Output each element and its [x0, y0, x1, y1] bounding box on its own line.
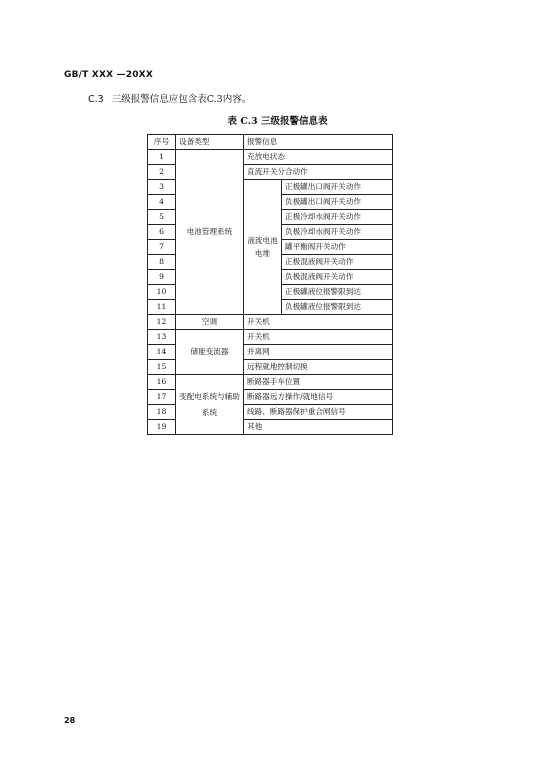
section-paragraph	[88, 91, 251, 105]
alarm-info: 开关机	[244, 315, 393, 330]
row-number: 2	[148, 165, 176, 180]
alarm-info: 负极冷却水阀开关动作	[282, 225, 393, 240]
table-row	[148, 330, 393, 345]
alarm-info: 直流开关分合动作	[244, 165, 393, 180]
row-number: 9	[148, 270, 176, 285]
alarm-info: 罐平衡阀开关动作	[282, 240, 393, 255]
document-code: GB/T XXX —20XX	[64, 70, 153, 80]
alarm-info: 负极罐液位报警限到达	[282, 300, 393, 315]
alarm-info: 负极罐出口阀开关动作	[282, 195, 393, 210]
row-number: 10	[148, 285, 176, 300]
alarm-info: 远程就地控制切换	[244, 360, 393, 375]
table-row	[148, 150, 393, 165]
alarm-info: 其他	[244, 420, 393, 435]
row-number: 18	[148, 405, 176, 420]
row-number: 16	[148, 375, 176, 390]
table-row	[148, 315, 393, 330]
header-device-type: 设备类型	[176, 135, 244, 150]
row-number: 13	[148, 330, 176, 345]
row-number: 14	[148, 345, 176, 360]
alarm-info: 负极混液阀开关动作	[282, 270, 393, 285]
header-alarm-info: 报警信息	[244, 135, 393, 150]
table-header-row	[148, 135, 393, 150]
alarm-info: 正极冷却水阀开关动作	[282, 210, 393, 225]
alarm-info: 并离网	[244, 345, 393, 360]
section-text: 三级报警信息应包含表C.3内容。	[111, 94, 252, 105]
row-number: 8	[148, 255, 176, 270]
row-number: 17	[148, 390, 176, 405]
row-number: 4	[148, 195, 176, 210]
alarm-table	[147, 134, 393, 435]
row-number: 19	[148, 420, 176, 435]
row-number: 3	[148, 180, 176, 195]
group-air-conditioner: 空调	[176, 315, 244, 330]
alarm-info: 断路器远方操作/就地信号	[244, 390, 393, 405]
group-pcs: 储能变流器	[176, 330, 244, 375]
page-number: 28	[64, 716, 76, 725]
row-number: 12	[148, 315, 176, 330]
group-flow-battery-stack: 液流电池电堆	[244, 180, 282, 315]
group-battery-management: 电池管理系统	[176, 150, 244, 315]
alarm-info: 正极混液阀开关动作	[282, 255, 393, 270]
header-no: 序号	[148, 135, 176, 150]
row-number: 11	[148, 300, 176, 315]
group-substation-auxiliary: 变配电系统与辅助系统	[176, 375, 244, 435]
row-number: 5	[148, 210, 176, 225]
alarm-info: 正极罐出口阀开关动作	[282, 180, 393, 195]
alarm-info: 正极罐液位报警限到达	[282, 285, 393, 300]
table-caption: 表 C.3 三级报警信息表	[227, 116, 328, 127]
row-number: 6	[148, 225, 176, 240]
table-row	[148, 375, 393, 390]
row-number: 15	[148, 360, 176, 375]
alarm-info: 开关机	[244, 330, 393, 345]
row-number: 7	[148, 240, 176, 255]
alarm-info: 线路、断路器保护重合闸信号	[244, 405, 393, 420]
alarm-info: 充放电状态	[244, 150, 393, 165]
row-number: 1	[148, 150, 176, 165]
section-number: C.3	[88, 94, 104, 105]
alarm-info: 断路器手车位置	[244, 375, 393, 390]
